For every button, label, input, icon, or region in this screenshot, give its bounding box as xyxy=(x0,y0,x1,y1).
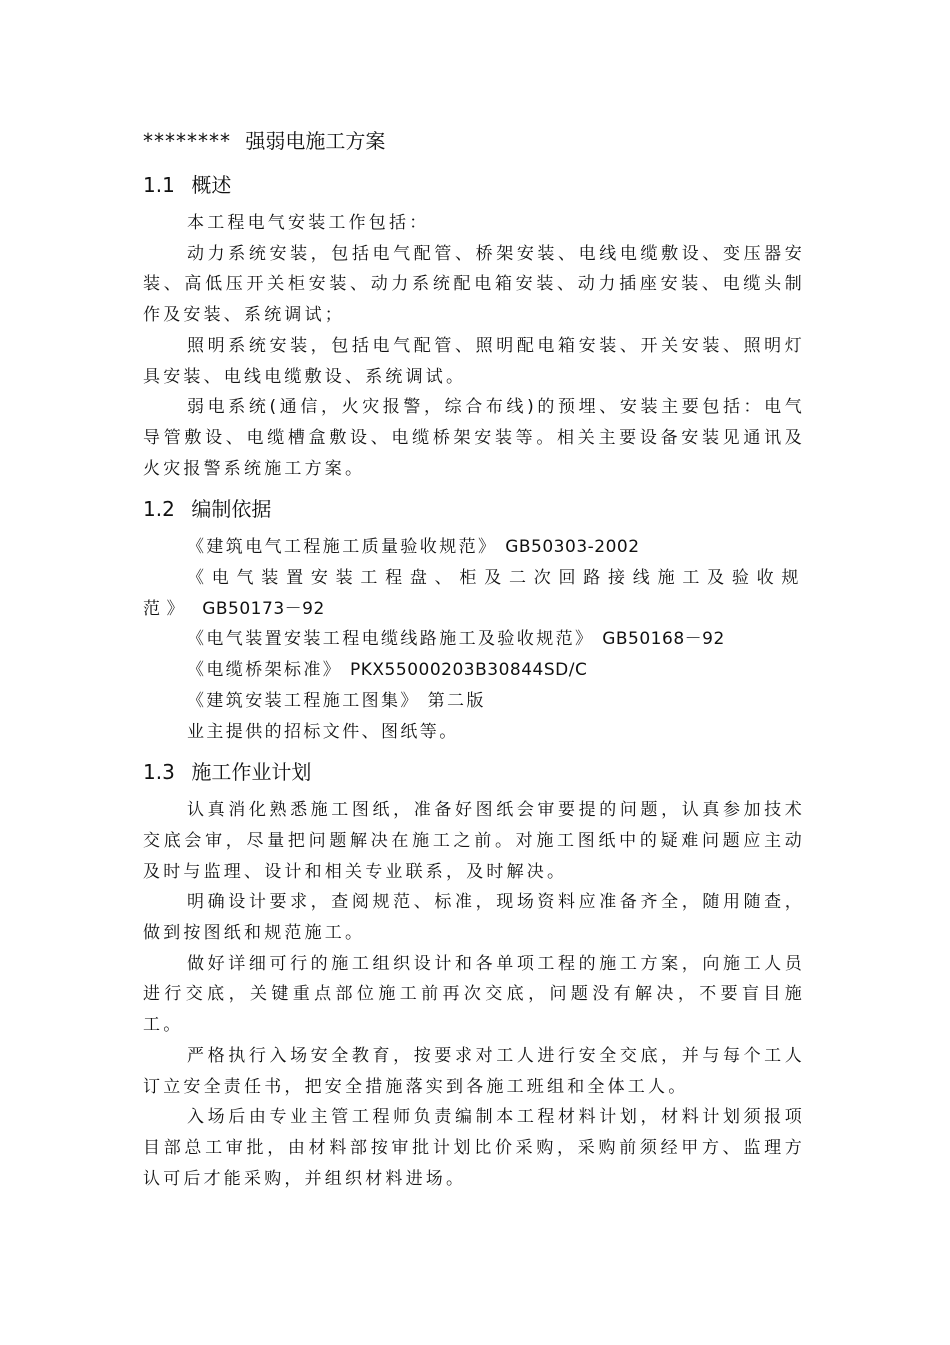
section-number: 1.3 xyxy=(143,760,175,785)
section-gap xyxy=(143,484,805,492)
section-title: 施工作业计划 xyxy=(191,760,312,785)
reference-code: PKX55000203B30844SD/C xyxy=(350,660,588,681)
section-title: 概述 xyxy=(191,173,232,197)
reference-name: 《建筑安装工程施工图集》 xyxy=(187,690,420,711)
paragraph: 照明系统安装，包括电气配管、照明配电箱安装、开关安装、照明灯具安装、电线电缆敷设、系统调试。 xyxy=(143,335,805,387)
paragraph: 入场后由专业主管工程师负责编制本工程材料计划，材料计划须报项目部总工审批，由材料部按审批计划比价采购，采购前须经甲方、监理方认可后才能采购，并组织材料进场。 xyxy=(143,1107,805,1189)
paragraph: 明确设计要求，查阅规范、标准，现场资料应准备齐全，随用随查，做到按图纸和规范施工。 xyxy=(143,892,805,944)
title-stars: ******** xyxy=(143,129,231,153)
reference-item xyxy=(143,532,805,563)
section-gap xyxy=(143,747,805,755)
reference-code: 第二版 xyxy=(427,690,486,711)
section-title: 编制依据 xyxy=(191,497,272,522)
document-page xyxy=(143,124,805,1194)
paragraph: 动力系统安装，包括电气配管、桥架安装、电线电缆敷设、变压器安装、高低压开关柜安装、动力系统配电箱安装、动力插座安装、电缆头制作及安装、系统调试； xyxy=(143,243,805,326)
title-text: 强弱电施工方案 xyxy=(245,129,386,153)
paragraph: 本工程电气安装工作包括： xyxy=(187,213,430,233)
reference-item xyxy=(143,655,805,686)
section-number: 1.2 xyxy=(143,497,175,522)
section-heading-1-2 xyxy=(143,492,805,526)
reference-code: GB50173－92 xyxy=(202,598,325,619)
section-heading-1-3 xyxy=(143,755,805,789)
reference-item xyxy=(143,717,805,748)
paragraph: 弱电系统(通信，火灾报警，综合布线)的预埋、安装主要包括：电气导管敷设、电缆槽盒敷设、电缆桥架安装等。相关主要设备安装见通讯及火灾报警系统施工方案。 xyxy=(143,397,805,479)
paragraph: 做好详细可行的施工组织设计和各单项工程的施工方案，向施工人员进行交底，关键重点部位施工前再次交底，问题没有解决，不要盲目施工。 xyxy=(143,953,805,1036)
reference-name: 《建筑电气工程施工质量验收规范》 xyxy=(187,537,498,558)
reference-code: GB50168－92 xyxy=(602,629,725,650)
reference-item xyxy=(143,686,805,717)
reference-code: GB50303-2002 xyxy=(505,537,640,558)
paragraph: 严格执行入场安全教育，按要求对工人进行安全交底，并与每个工人订立安全责任书，把安全措施落实到各施工班组和全体工人。 xyxy=(143,1045,805,1097)
reference-name: 《电气装置安装工程盘、柜及二次回路接线施工及验收规范》 xyxy=(143,568,805,619)
reference-name: 《电气装置安装工程电缆线路施工及验收规范》 xyxy=(187,629,595,650)
reference-name: 《电缆桥架标准》 xyxy=(187,660,343,681)
section-heading-1-1 xyxy=(143,168,805,202)
section-number: 1.1 xyxy=(143,173,175,197)
reference-name: 业主提供的招标文件、图纸等。 xyxy=(187,721,459,742)
reference-item xyxy=(143,624,805,655)
document-title xyxy=(143,124,805,158)
reference-item xyxy=(143,563,805,624)
paragraph: 认真消化熟悉施工图纸，准备好图纸会审要提的问题，认真参加技术交底会审，尽量把问题解决在施工之前。对施工图纸中的疑难问题应主动及时与监理、设计和相关专业联系，及时解决。 xyxy=(143,800,805,882)
